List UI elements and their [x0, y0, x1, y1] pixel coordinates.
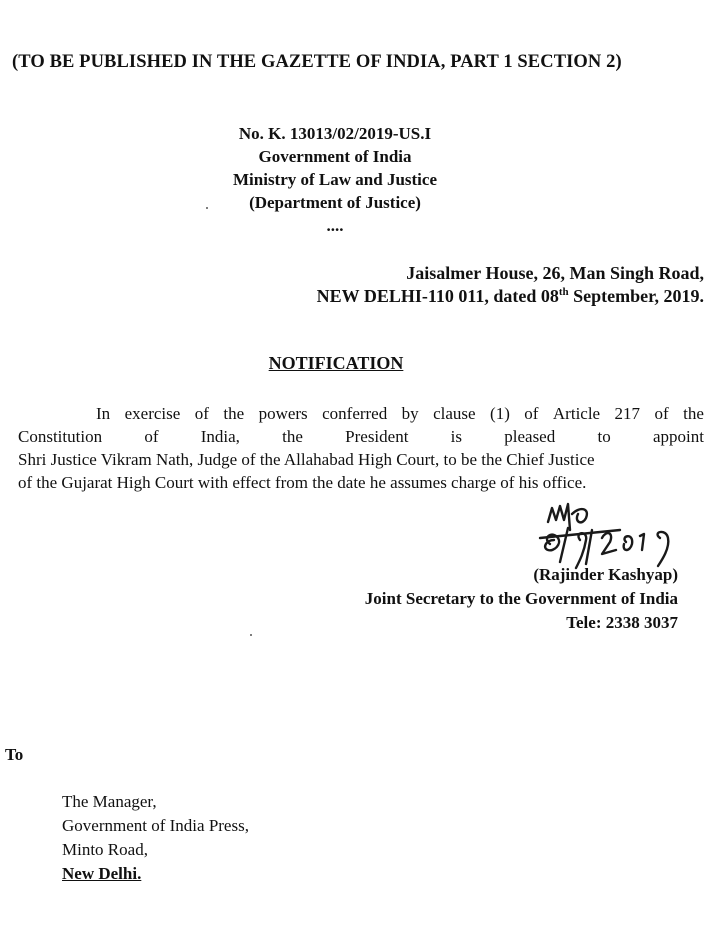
- notification-line-2: [18, 425, 704, 448]
- notification-word: (1): [490, 404, 510, 423]
- notification-word: the: [282, 427, 303, 446]
- file-number: No. K. 13013/02/2019-US.I: [238, 124, 432, 143]
- notification-word: the: [223, 404, 245, 423]
- handwritten-signature-image: [510, 500, 680, 572]
- to-label: To: [5, 745, 24, 764]
- notification-word: President: [345, 427, 409, 446]
- recipient-address: [62, 790, 249, 886]
- recipient-city: New Delhi.: [62, 864, 142, 883]
- department-name: (Department of Justice): [249, 193, 421, 212]
- recipient-line-3: Minto Road,: [62, 840, 148, 859]
- notification-word: 217: [614, 404, 641, 423]
- notification-word: Article: [552, 404, 601, 423]
- government-name: Government of India: [258, 147, 412, 166]
- notification-word: In: [96, 404, 111, 423]
- notification-line-4: of the Gujarat High Court with effect from the date he assumes charge of his office.: [18, 473, 587, 492]
- recipient-line-2: Government of India Press,: [62, 816, 249, 835]
- header-separator: ....: [326, 216, 344, 235]
- notification-word: the: [683, 404, 704, 423]
- notification-word: to: [597, 427, 611, 446]
- date-suffix: th: [558, 286, 569, 298]
- notification-title: NOTIFICATION: [268, 353, 404, 373]
- notification-word: pleased: [504, 427, 556, 446]
- notification-word: exercise: [124, 404, 181, 423]
- ministry-name: Ministry of Law and Justice: [233, 170, 437, 189]
- notification-word: is: [450, 427, 463, 446]
- scan-speck: [206, 207, 208, 209]
- notification-word: appoint: [652, 427, 704, 446]
- notification-line-1: [18, 402, 704, 425]
- signatory-telephone: Tele: 2338 3037: [566, 613, 678, 632]
- notification-word: Constitution: [18, 427, 103, 446]
- address-line-2-prefix: NEW DELHI-110 011, dated 08: [316, 286, 559, 306]
- notification-word: powers: [258, 404, 308, 423]
- address-line-2: [317, 285, 704, 308]
- address-line-2-suffix: September, 2019.: [568, 286, 704, 306]
- signatory-block: [365, 563, 678, 635]
- notification-word: India,: [200, 427, 240, 446]
- notification-word: of: [194, 404, 209, 423]
- notification-word: of: [144, 427, 159, 446]
- notification-word: of: [524, 404, 539, 423]
- letterhead-block: [150, 122, 520, 237]
- notification-line-3: Shri Justice Vikram Nath, Judge of the Allahabad High Court, to be the Chief Justice: [18, 450, 595, 469]
- signatory-name: (Rajinder Kashyap): [533, 565, 678, 584]
- gazette-header: (TO BE PUBLISHED IN THE GAZETTE OF INDIA, PART 1 SECTION 2): [12, 52, 622, 72]
- address-block: [317, 262, 704, 308]
- notification-word: by: [401, 404, 419, 423]
- scan-speck: [250, 634, 252, 636]
- notification-word: conferred: [322, 404, 388, 423]
- address-line-1: Jaisalmer House, 26, Man Singh Road,: [406, 263, 704, 283]
- notification-body: [18, 402, 704, 494]
- notification-word: of: [654, 404, 669, 423]
- recipient-line-1: The Manager,: [62, 792, 157, 811]
- notification-word: clause: [433, 404, 476, 423]
- signatory-designation: Joint Secretary to the Government of India: [364, 589, 678, 608]
